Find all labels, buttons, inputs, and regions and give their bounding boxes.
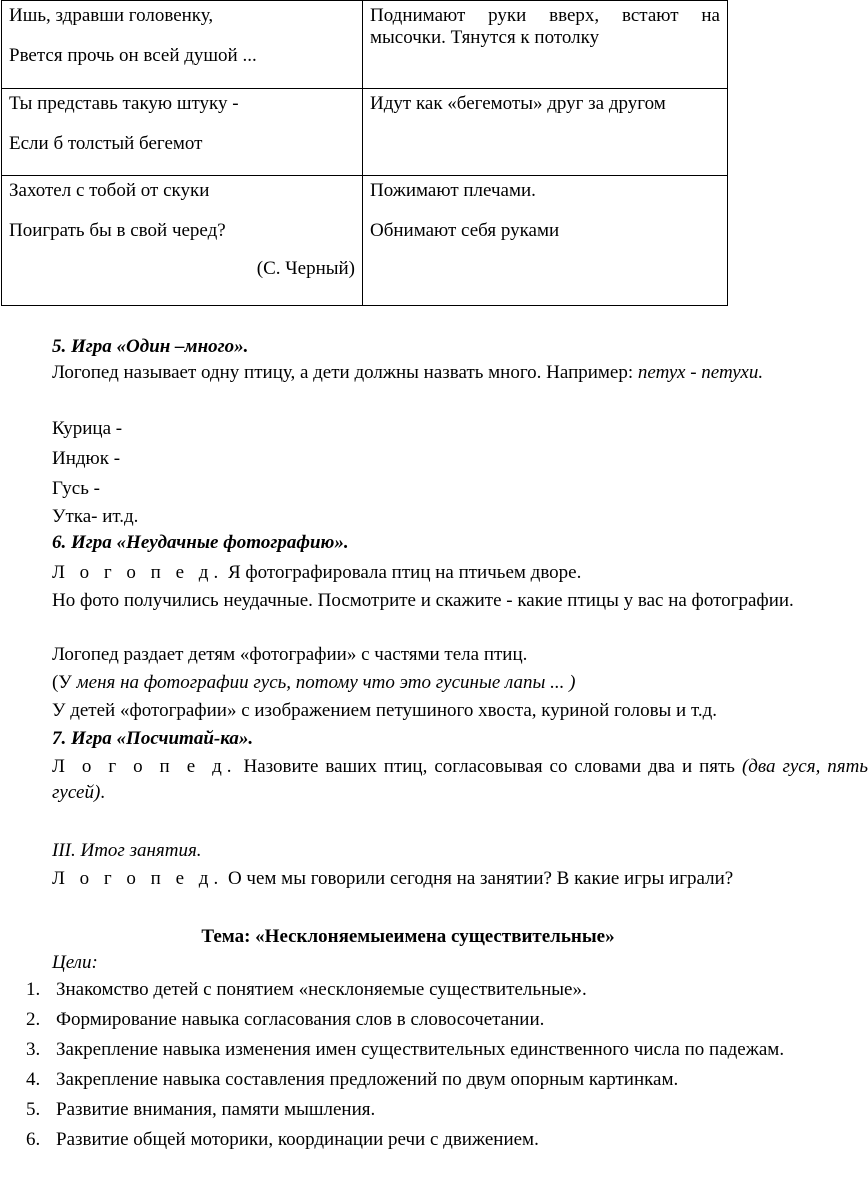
poem-text-cell xyxy=(2,176,363,306)
list-item xyxy=(0,1097,816,1123)
movement-cell xyxy=(363,176,728,306)
game6-line3: Логопед раздает детям «фотографии» с частями тела птиц. xyxy=(52,644,528,665)
list-item xyxy=(0,1007,816,1033)
goal-text: Знакомство детей с понятием «несклоняемые существительные». xyxy=(56,979,587,1000)
poem-line: Поиграть бы в свой черед? xyxy=(9,220,226,241)
poem-text-cell xyxy=(2,1,363,89)
game7-instruction: Назовите ваших птиц, согласовывая со словами два и пять xyxy=(236,756,742,777)
goal-text: Закрепление навыка изменения имен существительных единственного числа по падежам. xyxy=(56,1039,785,1060)
game6-line xyxy=(0,560,868,586)
goal-text: Развитие общей моторики, координации речи с движением. xyxy=(56,1129,539,1150)
movement-cell xyxy=(363,1,728,89)
topic-title: Тема: «Несклоняемыеимена существительные» xyxy=(201,926,615,947)
list-item: Гусь - xyxy=(52,478,100,499)
game6-line5: У детей «фотографии» с изображением петушиного хвоста, куриной головы и т.д. xyxy=(52,700,718,721)
poem-line: Рвется прочь он всей душой ... xyxy=(9,45,257,66)
summary-heading: III. Итог занятия. xyxy=(52,840,202,861)
poem-movement-table xyxy=(1,0,728,306)
goal-text: Закрепление навыка составления предложений по двум опорным картинкам. xyxy=(56,1069,679,1090)
goal-text: Развитие внимания, памяти мышления. xyxy=(56,1099,376,1120)
list-item xyxy=(0,1067,816,1093)
list-number: 6. xyxy=(26,1129,41,1150)
game6-line4 xyxy=(0,670,868,696)
poem-line: Ишь, здравши головенку, xyxy=(9,5,214,26)
movement-cell xyxy=(363,89,728,176)
table-row xyxy=(2,1,728,89)
list-number: 3. xyxy=(26,1039,41,1060)
goal-text: Формирование навыка согласования слов в словосочетании. xyxy=(56,1009,545,1030)
goals-label: Цели: xyxy=(52,952,98,973)
poem-line: Захотел с тобой от скуки xyxy=(9,180,210,201)
game7-heading: 7. Игра «Посчитай-ка». xyxy=(52,728,254,749)
goals-list xyxy=(0,977,816,1157)
game6-line4-open: (У xyxy=(52,672,77,693)
list-number: 4. xyxy=(26,1069,41,1090)
movement-text: Идут как «бегемоты» друг за другом xyxy=(370,93,666,114)
summary-text xyxy=(0,866,868,892)
game6-line4-italic: меня на фотографии гусь, потому что это гусиные лапы ... ) xyxy=(76,672,576,693)
list-number: 1. xyxy=(26,979,41,1000)
game7-text xyxy=(0,754,868,806)
summary-question: О чем мы говорили сегодня на занятии? В какие игры играли? xyxy=(223,868,734,889)
game6-line2: Но фото получились неудачные. Посмотрите и скажите - какие птицы у вас на фотографии. xyxy=(52,590,794,611)
game7-example: (два гуся, пять гусей) xyxy=(52,756,868,803)
movement-text: Пожимают плечами. xyxy=(370,180,536,201)
table-row xyxy=(2,89,728,176)
movement-text: Поднимают руки вверх, встают на мысочки. Тянутся к потолку xyxy=(370,5,720,48)
game5-instruction: Логопед называет одну птицу, а дети должны назвать много. Например: xyxy=(52,362,638,383)
game5-example: петух - петухи. xyxy=(637,362,764,383)
list-item xyxy=(0,977,816,1003)
list-number: 2. xyxy=(26,1009,41,1030)
game5-heading: 5. Игра «Один –много». xyxy=(52,336,249,357)
game6-line1: Я фотографировала птиц на птичьем дворе. xyxy=(223,562,582,583)
list-item: Курица - xyxy=(52,418,123,439)
speaker-label: Л о г о п е д. xyxy=(52,562,224,583)
game6-heading: 6. Игра «Неудачные фотографию». xyxy=(52,532,349,553)
list-item xyxy=(0,1037,816,1063)
movement-text: Обнимают себя руками xyxy=(370,220,560,241)
poem-text-cell xyxy=(2,89,363,176)
poem-line: Если б толстый бегемот xyxy=(9,133,203,154)
list-item: Индюк - xyxy=(52,448,121,469)
list-item: Утка- ит.д. xyxy=(52,506,139,527)
poem-signature: (С. Черный) xyxy=(256,258,355,279)
list-item xyxy=(0,1127,816,1153)
game7-end: . xyxy=(100,782,106,803)
speaker-label: Л о г о п е д. xyxy=(52,868,224,889)
game5-text xyxy=(0,360,868,386)
poem-line: Ты представь такую штуку - xyxy=(9,93,239,114)
speaker-label: Л о г о п е д. xyxy=(52,756,237,777)
table-row xyxy=(2,176,728,306)
list-number: 5. xyxy=(26,1099,41,1120)
